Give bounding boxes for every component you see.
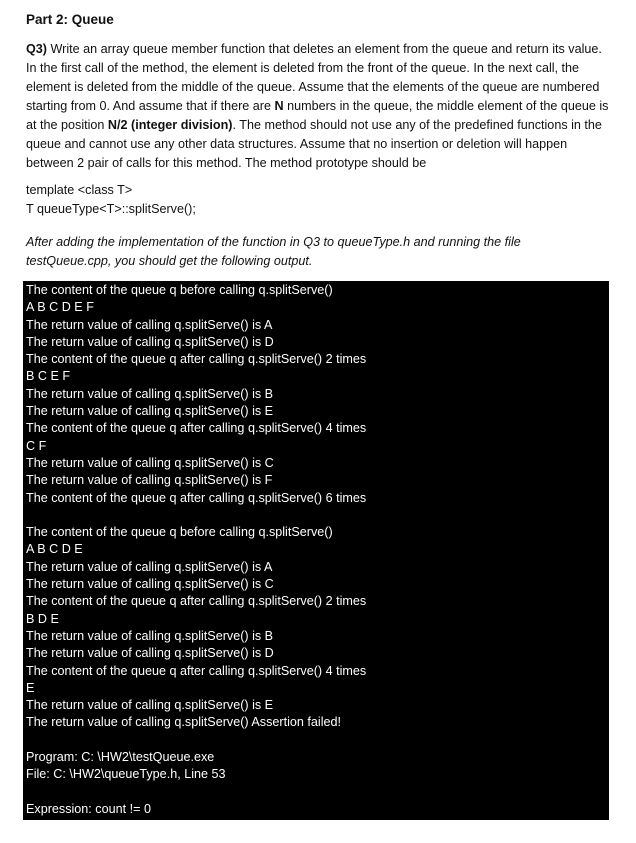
console-line: The content of the queue q after calling q.splitServe() 4 times (26, 421, 367, 436)
console-line: B D E (26, 611, 59, 626)
console-line: Expression: count != 0 (26, 801, 151, 816)
question-text-3: . The method should not use any of the predefined functions in the queue and cannot use any other data structures. Assume that no insertion or deletion will happen between 2 pair of calls for this method. The method prototype should be (26, 118, 602, 170)
console-line: The return value of calling q.splitServe() is C (26, 577, 274, 592)
question-n: N (274, 99, 284, 113)
console-line: The return value of calling q.splitServe() is B (26, 628, 274, 643)
instructions-text: After adding the implementation of the function in Q3 to queueType.h and running the file testQueue.cpp, you should get the following output. (26, 235, 521, 268)
console-line: The content of the queue q before calling q.splitServe() (26, 283, 333, 297)
console-output (23, 281, 609, 820)
console-line: The content of the queue q before calling q.splitServe() (26, 525, 333, 540)
question-text-1: Write an array queue member function that deletes an element from the queue and return its value. In the first call of the method, the element is deleted from the front of the queue. In the next call, the element is deleted from the middle of the queue. Assume that the elements of the queue are numbered starting from 0. And assume that if there are (26, 42, 602, 113)
console-line: The return value of calling q.splitServe() is B (26, 386, 274, 401)
console-line: The return value of calling q.splitServe() is E (26, 404, 274, 419)
console-line: File: C: \HW2\queueType.h, Line 53 (26, 767, 226, 782)
console-line: The content of the queue q after calling q.splitServe() 2 times (26, 352, 367, 367)
method-prototype (26, 181, 196, 219)
console-line: E (26, 680, 35, 695)
console-line: The return value of calling q.splitServe() is D (26, 646, 274, 661)
console-line: The return value of calling q.splitServe() is C (26, 455, 274, 470)
console-line: A B C D E F (26, 300, 94, 315)
console-line (26, 784, 609, 801)
console-line: The return value of calling q.splitServe() is A (26, 559, 273, 574)
console-line (26, 507, 609, 524)
console-line: B C E F (26, 369, 71, 384)
console-line: The return value of calling q.splitServe() is E (26, 698, 274, 713)
console-line: The content of the queue q after calling q.splitServe() 2 times (26, 594, 367, 609)
prototype-line: template <class T> (26, 183, 133, 197)
section-heading: Part 2: Queue (26, 12, 114, 27)
question-text-2: numbers in the queue, the middle element of the queue is at the position (26, 99, 609, 132)
console-line: The return value of calling q.splitServe() Assertion failed! (26, 715, 341, 730)
console-line: The return value of calling q.splitServe() is A (26, 317, 273, 332)
console-line (26, 732, 609, 749)
console-line: The return value of calling q.splitServe() is D (26, 334, 274, 349)
question-position: N/2 (integer division) (107, 118, 233, 132)
question-label: Q3) (26, 42, 47, 56)
console-line: The content of the queue q after calling q.splitServe() 4 times (26, 663, 367, 678)
prototype-line: T queueType<T>::splitServe(); (26, 202, 196, 216)
console-line: A B C D E (26, 542, 83, 557)
console-line: The content of the queue q after calling q.splitServe() 6 times (26, 490, 367, 505)
question-paragraph (26, 40, 614, 173)
console-line: Program: C: \HW2\testQueue.exe (26, 750, 215, 765)
console-line: The return value of calling q.splitServe() is F (26, 473, 273, 488)
console-line: C F (26, 438, 47, 453)
